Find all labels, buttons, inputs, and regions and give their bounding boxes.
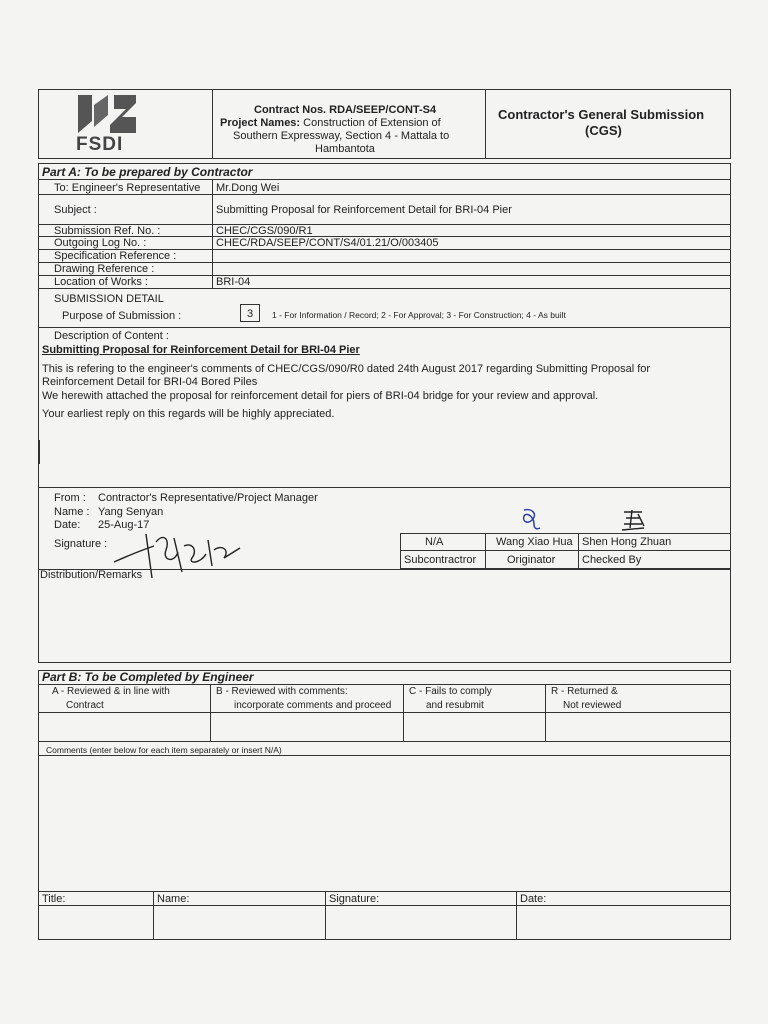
comments-label: Comments (enter below for each item separately or insert N/A)	[46, 745, 282, 755]
footer-signature-label: Signature:	[329, 893, 380, 905]
date-label: Date:	[54, 519, 81, 531]
log-label: Outgoing Log No. :	[54, 237, 147, 249]
option-a-line1: A - Reviewed & in line with	[52, 686, 170, 697]
option-b-line1: B - Reviewed with comments:	[216, 686, 348, 697]
from-label: From :	[54, 492, 86, 504]
fsdi-logo-icon	[74, 93, 144, 137]
subject-label: Subject :	[54, 204, 97, 216]
to-label: To: Engineer's Representative	[54, 182, 201, 194]
body-line-1: This is refering to the engineer's comments of CHEC/CGS/090/R0 dated 24th August 2017 regarding Submitting Proposal for	[42, 363, 651, 375]
subject-value: Submitting Proposal for Reinforcement Detail for BRI-04 Pier	[216, 204, 512, 216]
location-label: Location of Works :	[54, 276, 148, 288]
description-label: Description of Content :	[54, 330, 169, 342]
body-line-2: Reinforcement Detail for BRI-04 Bored Piles	[42, 376, 258, 388]
submission-detail-label: SUBMISSION DETAIL	[54, 293, 164, 305]
footer-date-label: Date:	[520, 893, 547, 905]
location-value: BRI-04	[216, 276, 251, 288]
body-line-3: We herewith attached the proposal for reinforcement detail for piers of BRI-04 bridge for your review and approval.	[42, 390, 599, 402]
ref-label: Submission Ref. No. :	[54, 225, 161, 237]
option-b-line2: incorporate comments and proceed	[234, 700, 392, 711]
option-c-line1: C - Fails to comply	[409, 686, 492, 697]
option-c-line2: and resubmit	[426, 700, 484, 711]
from-value: Contractor's Representative/Project Manager	[98, 492, 318, 504]
originator-role: Originator	[507, 554, 556, 566]
drawing-label: Drawing Reference :	[54, 263, 155, 275]
ref-value: CHEC/CGS/090/R1	[216, 225, 313, 237]
logo-text: FSDI	[76, 134, 124, 155]
name-label: Name :	[54, 506, 90, 518]
name-value: Yang Senyan	[98, 506, 164, 518]
originator-initial	[518, 506, 542, 532]
project-line-1: Project Names: Construction of Extension of	[220, 117, 441, 129]
fsdi-logo	[74, 93, 144, 155]
subcontractor-role: Subcontractror	[404, 554, 477, 566]
contract-number: Contract Nos. RDA/SEEP/CONT-S4	[254, 104, 437, 116]
purpose-options: 1 - For Information / Record; 2 - For Approval; 3 - For Construction; 4 - As built	[272, 310, 566, 320]
log-value: CHEC/RDA/SEEP/CONT/S4/01.21/O/003405	[216, 237, 439, 249]
purpose-value: 3	[247, 308, 254, 320]
originator-value: Wang Xiao Hua	[496, 536, 573, 548]
checked-by-role: Checked By	[582, 554, 642, 566]
form-title: Contractor's General Submission	[498, 107, 705, 122]
distribution-label: Distribution/Remarks	[40, 569, 143, 581]
footer-title-label: Title:	[42, 893, 66, 905]
option-a-line2: Contract	[66, 700, 104, 711]
signature-label: Signature :	[54, 538, 108, 550]
part-a-heading: Part A: To be prepared by Contractor	[42, 165, 253, 179]
checked-by-value: Shen Hong Zhuan	[582, 536, 672, 548]
description-title: Submitting Proposal for Reinforcement Detail for BRI-04 Pier	[42, 344, 360, 356]
spec-label: Specification Reference :	[54, 250, 177, 262]
project-line-3: Hambantota	[315, 143, 375, 155]
form-title-abbrev: (CGS)	[585, 123, 622, 138]
option-r-line2: Not reviewed	[563, 700, 622, 711]
purpose-label: Purpose of Submission :	[62, 310, 182, 322]
subcontractor-value: N/A	[425, 536, 444, 548]
footer-name-label: Name:	[157, 893, 190, 905]
to-value: Mr.Dong Wei	[216, 182, 280, 194]
checker-initial	[618, 508, 648, 532]
body-line-4: Your earliest reply on this regards will be highly appreciated.	[42, 408, 335, 420]
project-line-2: Southern Expressway, Section 4 - Mattala to	[233, 130, 450, 142]
part-b-heading: Part B: To be Completed by Engineer	[42, 670, 254, 684]
date-value: 25-Aug-17	[98, 519, 150, 531]
option-r-line1: R - Returned &	[551, 686, 618, 697]
